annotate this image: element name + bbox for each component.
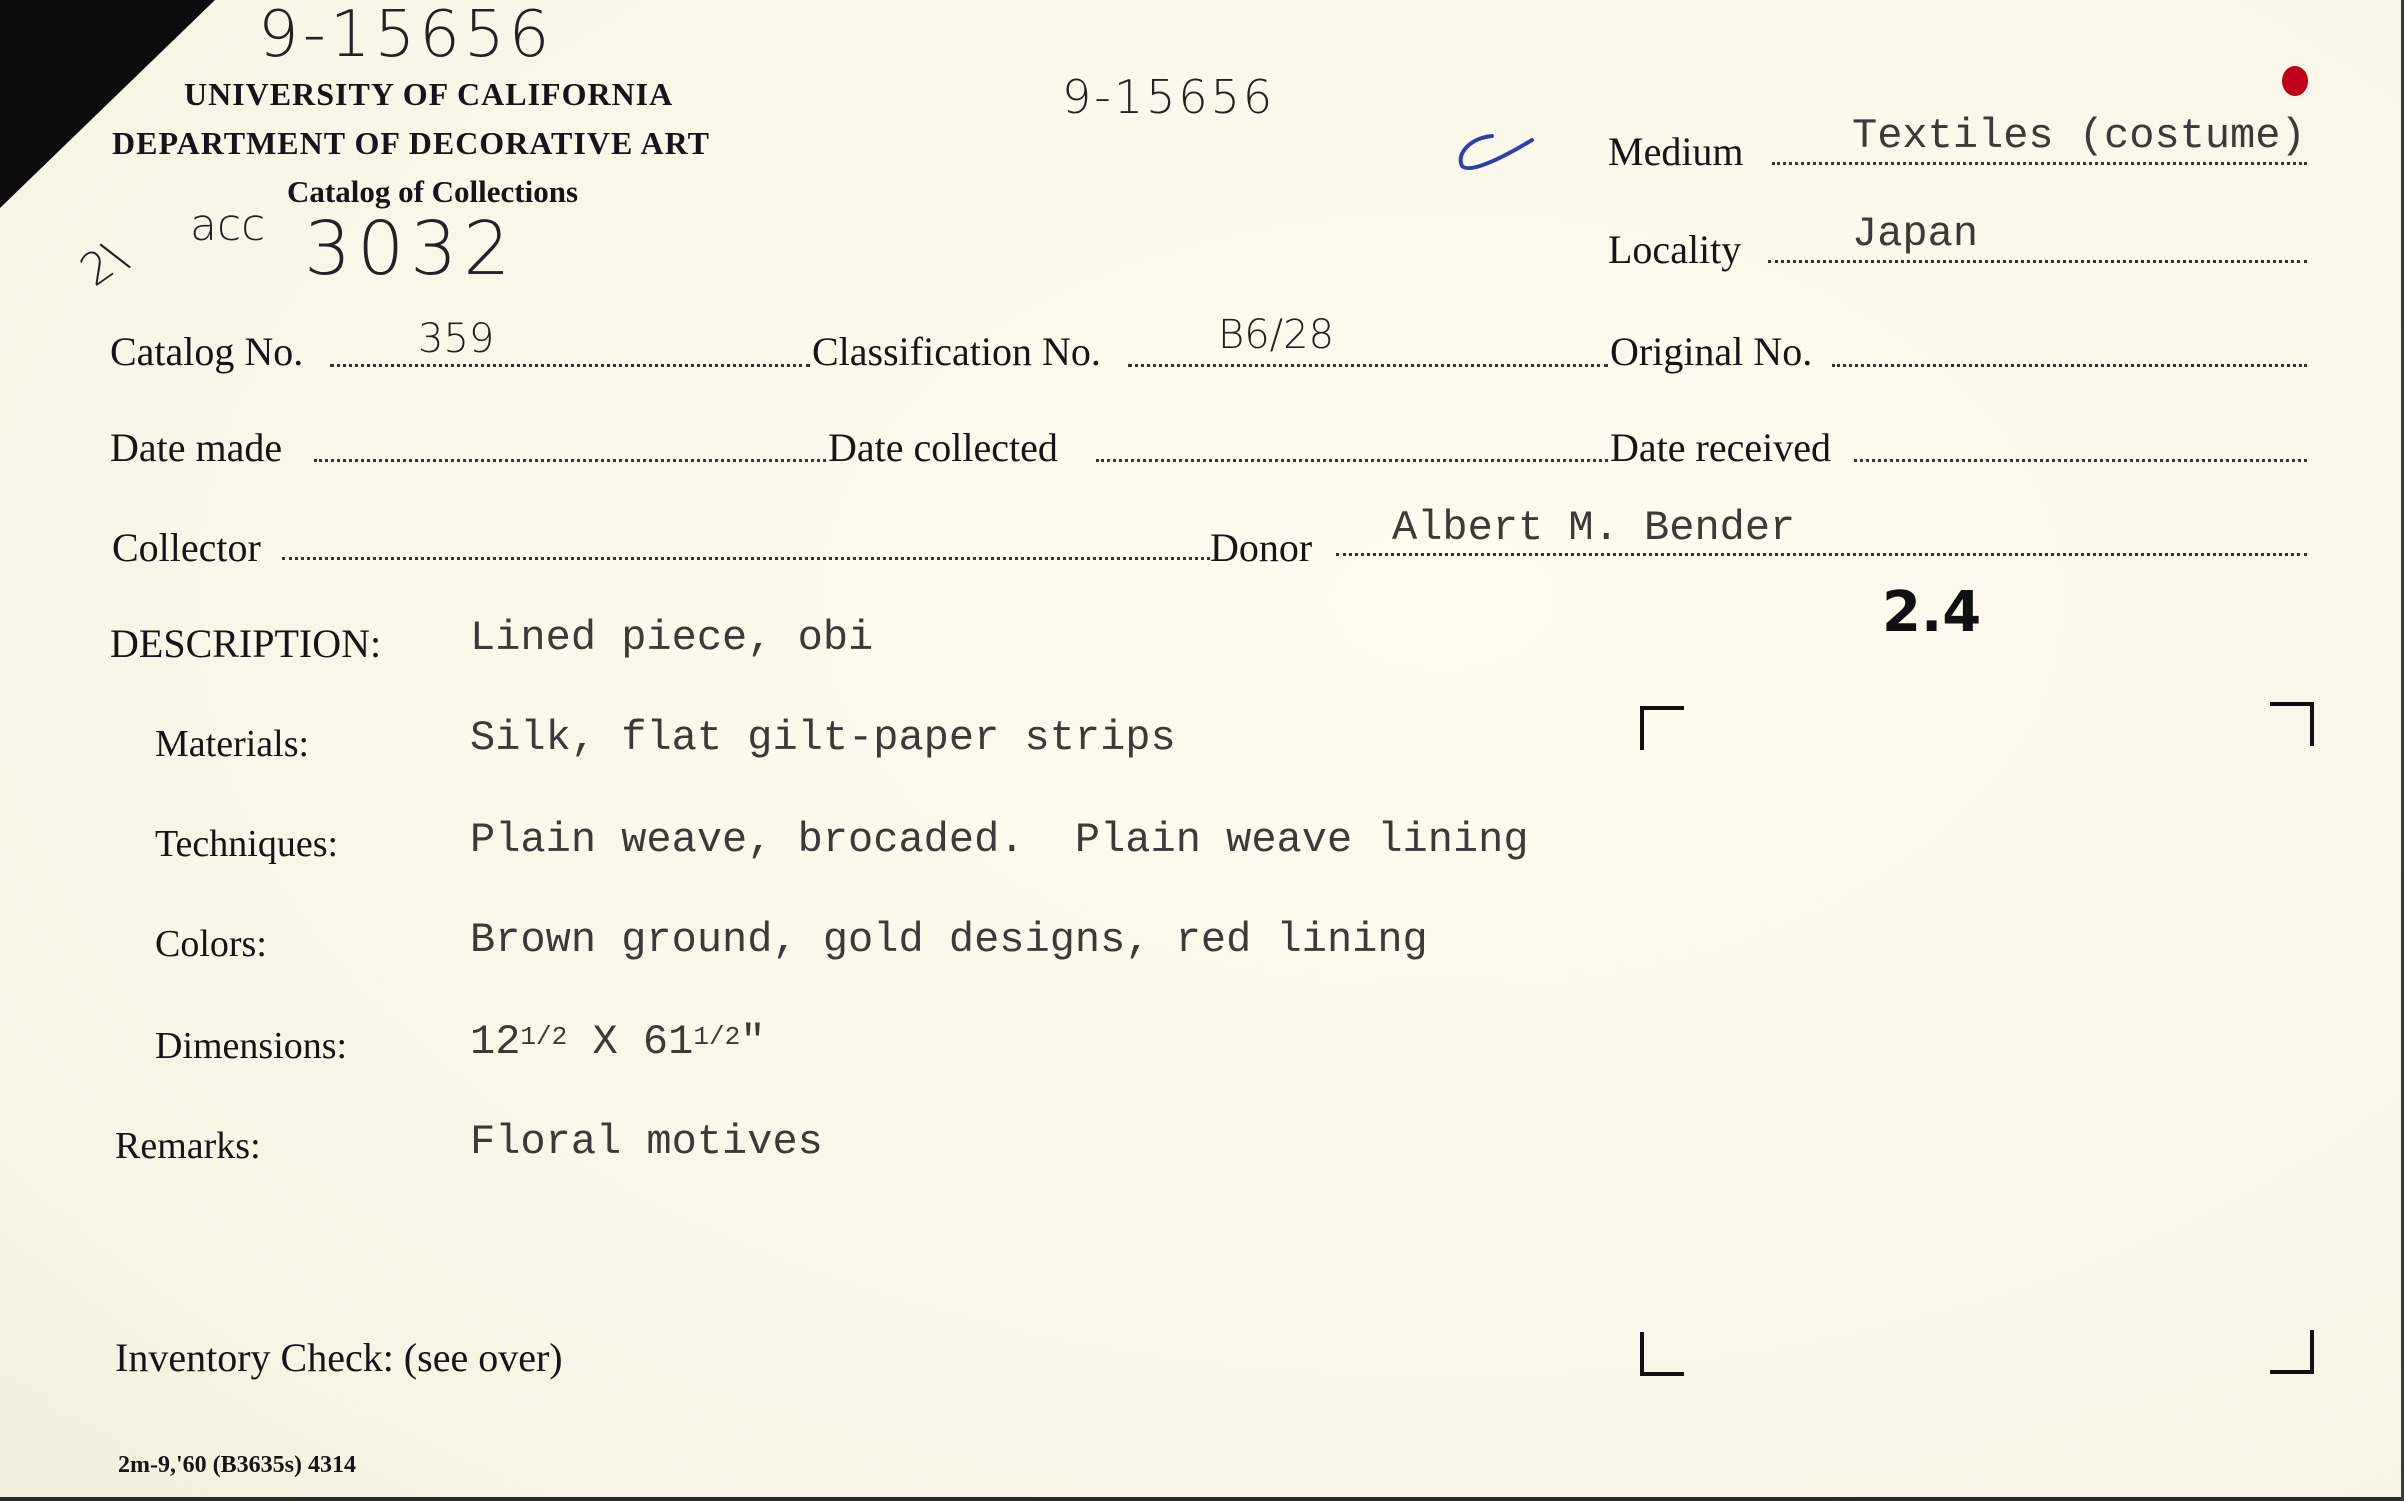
collector-label: Collector [112, 525, 261, 570]
handwritten-center-number: 9-15656 [1062, 70, 1276, 124]
collector-line [282, 557, 1210, 560]
header-line3: Catalog of Collections [287, 174, 579, 209]
materials-label: Materials: [155, 723, 310, 765]
blue-check-mark [1452, 128, 1536, 174]
date-made-line [314, 459, 826, 462]
classification-value: B6/28 [1218, 312, 1335, 358]
locality-label: Locality [1608, 227, 1742, 272]
date-collected-line [1096, 459, 1608, 462]
catalog-value: 359 [418, 316, 495, 362]
donor-value: Albert M. Bender [1392, 504, 1796, 552]
date-collected-label: Date collected [828, 425, 1058, 470]
card-edge [0, 1497, 2404, 1501]
photo-bracket-bottom-left [1640, 1332, 1684, 1376]
original-label: Original No. [1610, 329, 1813, 374]
dimensions-label: Dimensions: [155, 1025, 348, 1067]
date-received-line [1854, 459, 2307, 462]
header-line2: DEPARTMENT OF DECORATIVE ART [112, 125, 710, 161]
handwritten-side-mark: 2\ [71, 230, 136, 297]
dimensions-unit: " [740, 1018, 766, 1066]
techniques-label: Techniques: [155, 823, 339, 865]
remarks-value: Floral motives [470, 1118, 823, 1166]
medium-label: Medium [1608, 129, 1744, 174]
inventory-check: Inventory Check: (see over) [115, 1335, 563, 1380]
medium-value: Textiles (costume) [1852, 112, 2306, 160]
original-line [1832, 364, 2307, 367]
dimensions-b-fraction: 1/2 [693, 1021, 741, 1052]
date-received-label: Date received [1610, 425, 1831, 470]
date-made-label: Date made [110, 425, 283, 470]
card-corner-cut [0, 0, 215, 208]
colors-label: Colors: [155, 923, 267, 965]
catalog-label: Catalog No. [110, 329, 304, 374]
dimensions-a: 12 [470, 1018, 521, 1066]
classification-label: Classification No. [812, 329, 1101, 374]
classification-line [1128, 364, 1608, 367]
dimensions-value [470, 1018, 765, 1066]
photo-bracket-top-right [2270, 702, 2314, 746]
colors-value: Brown ground, gold designs, red lining [470, 916, 1428, 964]
handwritten-top-number: 9-15656 [258, 0, 554, 72]
techniques-value: Plain weave, brocaded. Plain weave lining [470, 816, 1529, 864]
donor-line [1336, 553, 2307, 556]
red-dot-marker [2282, 66, 2308, 96]
materials-value: Silk, flat gilt-paper strips [470, 714, 1176, 762]
catalog-line [330, 364, 810, 367]
locality-line [1768, 260, 2307, 263]
description-value: Lined piece, obi [470, 614, 874, 662]
locality-value: Japan [1852, 210, 1979, 258]
print-code: 2m-9,'60 (B3635s) 4314 [118, 1452, 356, 1478]
photo-bracket-top-left [1640, 706, 1684, 750]
description-label: DESCRIPTION: [110, 621, 382, 666]
handwritten-value-note: 2.4 [1882, 580, 1982, 645]
donor-label: Donor [1210, 525, 1313, 570]
dimensions-separator: X 61 [567, 1018, 694, 1066]
handwritten-acc-prefix: acc [190, 200, 266, 251]
handwritten-acc-number: 3032 [304, 206, 517, 292]
medium-line [1772, 162, 2307, 165]
remarks-label: Remarks: [115, 1125, 261, 1167]
dimensions-a-fraction: 1/2 [520, 1021, 568, 1052]
photo-bracket-bottom-right [2270, 1330, 2314, 1374]
header-line1: UNIVERSITY OF CALIFORNIA [184, 76, 674, 112]
